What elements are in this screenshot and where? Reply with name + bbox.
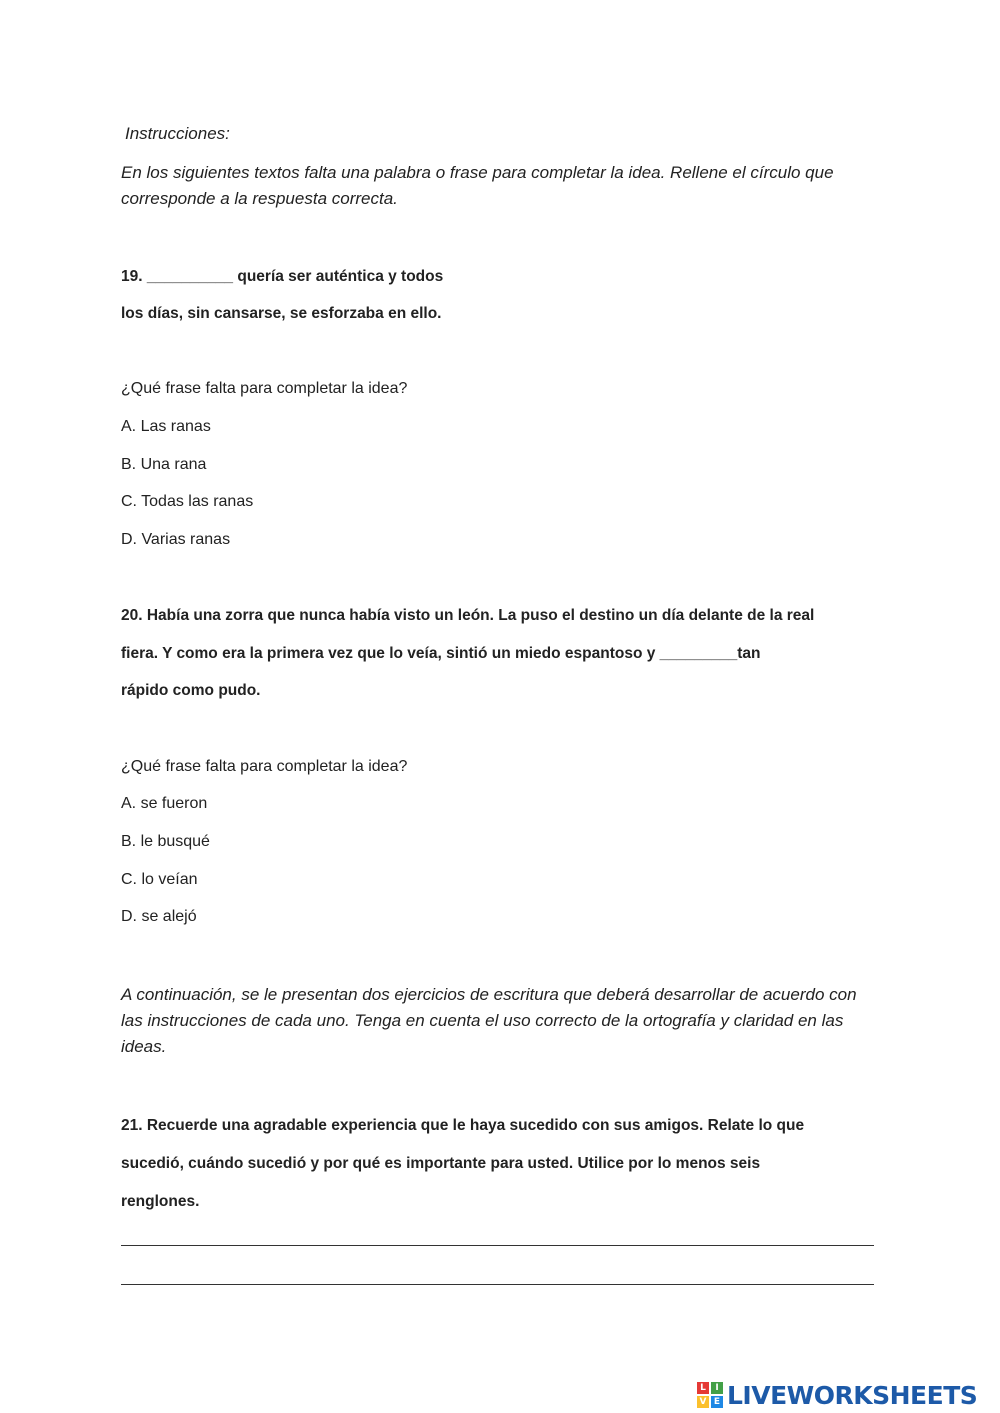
q19-stem-line1: 19. __________ quería ser auténtica y todos xyxy=(121,268,444,285)
logo-tile-i: I xyxy=(711,1382,723,1394)
q20-prompt: ¿Qué frase falta para completar la idea? xyxy=(121,758,408,775)
logo-tile-v: V xyxy=(697,1396,709,1408)
q20-option-c[interactable]: C. lo veían xyxy=(121,871,198,888)
writing-intro: A continuación, se le presentan dos ejercicios de escritura que deberá desarrollar de acuerdo con las instrucciones de cada uno. Tenga en cuenta el uso correcto de la ortografía y claridad en las ideas. xyxy=(121,985,857,1056)
q20-stem-line1: 20. Había una zorra que nunca había visto un león. La puso el destino un día delante de la real xyxy=(121,607,815,624)
logo-tile-l: L xyxy=(697,1382,709,1394)
q19-prompt: ¿Qué frase falta para completar la idea? xyxy=(121,380,408,397)
q19-option-b[interactable]: B. Una rana xyxy=(121,456,207,473)
answer-line-1[interactable] xyxy=(121,1245,874,1246)
liveworksheets-logo xyxy=(697,1378,977,1412)
q19-option-d[interactable]: D. Varias ranas xyxy=(121,531,231,548)
q20-stem-line3: rápido como pudo. xyxy=(121,682,261,699)
q21-stem-line2: sucedió, cuándo sucedió y por qué es importante para usted. Utilice por lo menos seis xyxy=(121,1155,761,1172)
q21-stem-line1: 21. Recuerde una agradable experiencia que le haya sucedido con sus amigos. Relate lo que xyxy=(121,1117,805,1134)
q20-option-a[interactable]: A. se fueron xyxy=(121,795,208,812)
q19-option-c[interactable]: C. Todas las ranas xyxy=(121,493,254,510)
liveworksheets-logo-icon xyxy=(697,1382,723,1408)
logo-tile-e: E xyxy=(711,1396,723,1408)
q21-stem-line3: renglones. xyxy=(121,1193,200,1210)
q20-stem-line2: fiera. Y como era la primera vez que lo veía, sintió un miedo espantoso y _________tan xyxy=(121,645,761,662)
instructions-text: En los siguientes textos falta una palabra o frase para completar la idea. Rellene el círculo que corresponde a la respuesta correcta. xyxy=(121,163,834,208)
q19-option-a[interactable]: A. Las ranas xyxy=(121,418,211,435)
q20-option-b[interactable]: B. le busqué xyxy=(121,833,210,850)
answer-line-2[interactable] xyxy=(121,1284,874,1285)
q20-option-d[interactable]: D. se alejó xyxy=(121,908,197,925)
liveworksheets-wordmark: LIVEWORKSHEETS xyxy=(727,1380,978,1410)
instructions-title: Instrucciones: xyxy=(125,124,230,143)
q19-stem-line2: los días, sin cansarse, se esforzaba en ello. xyxy=(121,305,442,322)
